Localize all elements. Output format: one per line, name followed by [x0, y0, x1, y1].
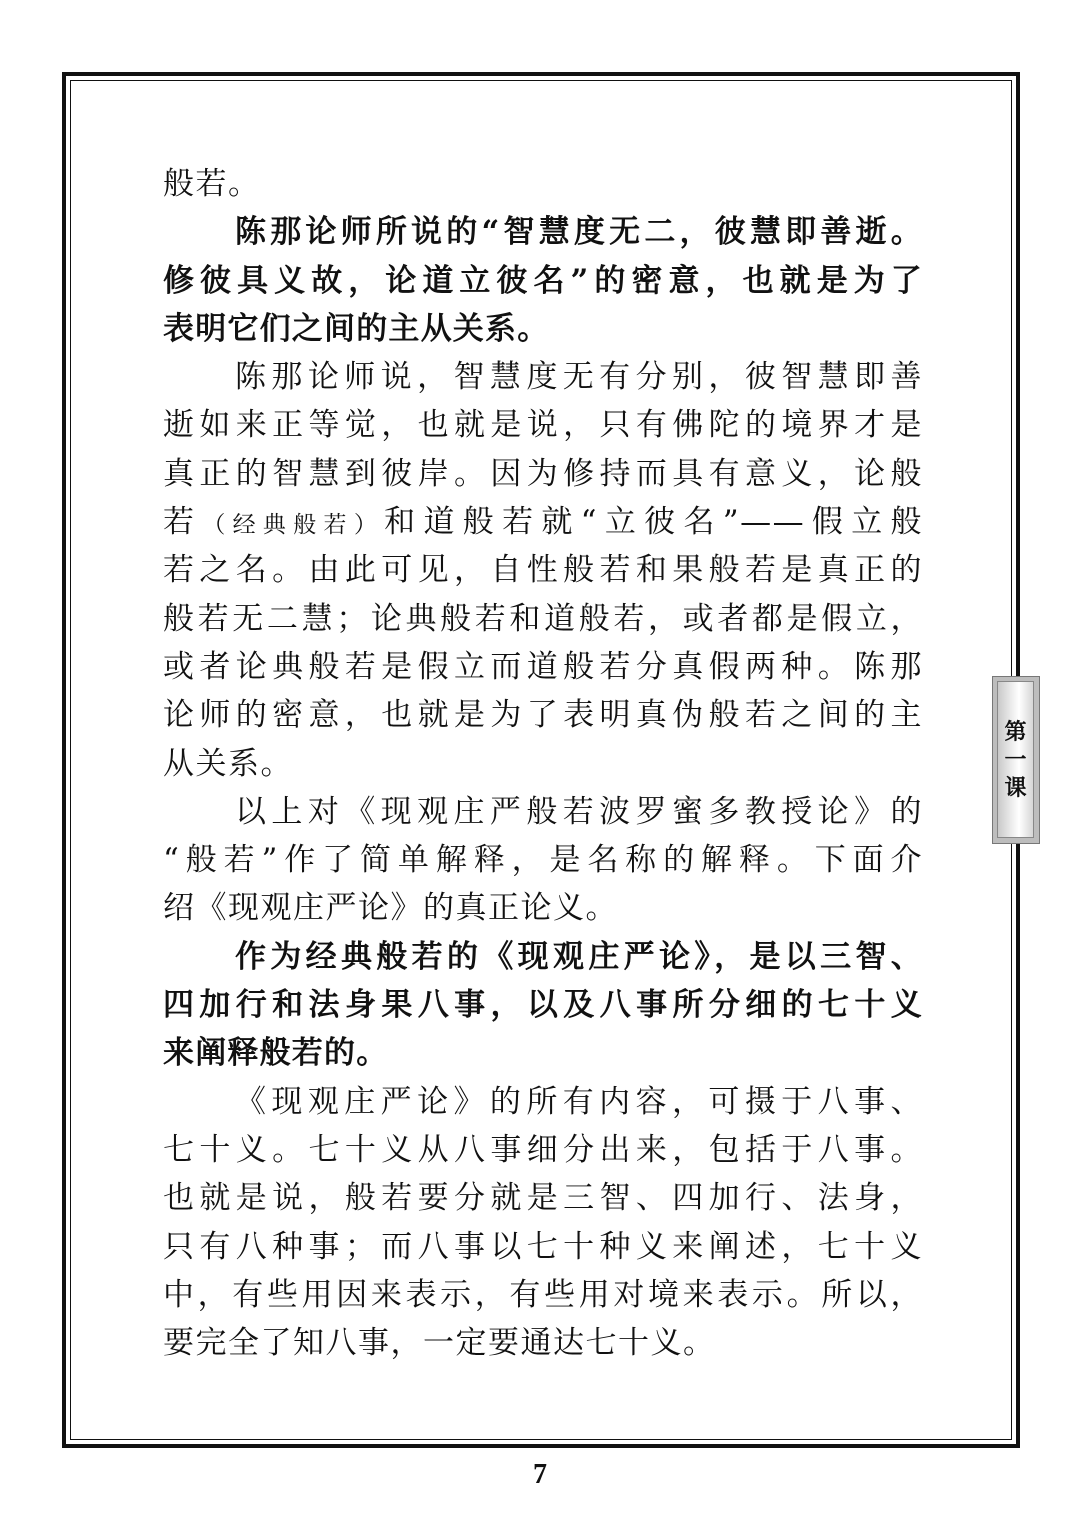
text-line	[163, 498, 923, 546]
text-line	[163, 401, 923, 449]
line-text: 四加行和法身果八事，以及八事所分细的七十义	[163, 987, 923, 1024]
text-line	[163, 305, 923, 353]
line-text: 要完全了知八事，一定要通达七十义。	[163, 1325, 716, 1362]
line-text: 《现观庄严论》的所有内容，可摄于八事、	[235, 1083, 923, 1120]
page-number: 7	[533, 1459, 547, 1490]
text-line	[163, 450, 923, 498]
line-text: 论师的密意，也就是为了表明真伪般若之间的主	[163, 697, 923, 734]
line-text: 若之名。由此可见，自性般若和果般若是真正的	[163, 552, 923, 589]
line-text: 以上对《现观庄严般若波罗蜜多教授论》的	[235, 793, 923, 830]
line-text: 七十义。七十义从八事细分出来，包括于八事。	[163, 1131, 923, 1168]
line-text: 修彼具义故，论道立彼名”的密意，也就是为了	[163, 262, 923, 299]
text-line	[163, 1319, 923, 1367]
line-text: 来阐释般若的。	[163, 1035, 389, 1072]
text-line	[163, 546, 923, 594]
text-line	[163, 884, 923, 932]
line-text: 般若。	[163, 166, 261, 202]
text-line	[163, 1029, 923, 1077]
line-text-continued: 和道般若就“立彼名”——假立般	[384, 504, 924, 541]
line-text: 逝如来正等觉，也就是说，只有佛陀的境界才是	[163, 407, 923, 444]
line-text: 或者论典般若是假立而道般若分真假两种。陈那	[163, 648, 923, 685]
line-text: 般若无二慧；论典般若和道般若，或者都是假立，	[163, 600, 923, 637]
text-line	[163, 788, 923, 836]
chapter-tab-char: 第	[1004, 718, 1027, 745]
text-line	[163, 208, 923, 256]
line-text: 也就是说，般若要分就是三智、四加行、法身，	[163, 1180, 923, 1217]
line-text: 只有八种事；而八事以七十种义来阐述，七十义	[163, 1228, 923, 1265]
text-line	[163, 836, 923, 884]
chapter-tab	[992, 676, 1040, 844]
text-line	[163, 160, 923, 208]
text-line	[163, 933, 923, 981]
chapter-tab-char: 课	[1004, 774, 1027, 801]
line-text-annotation: （经典般若）	[202, 512, 385, 539]
line-text: 绍《现观庄严论》的真正论义。	[163, 890, 618, 927]
text-line	[163, 1174, 923, 1222]
text-line	[163, 740, 923, 788]
line-text: 作为经典般若的《现观庄严论》，是以三智、	[235, 938, 923, 975]
text-line	[163, 1223, 923, 1271]
text-line	[163, 1078, 923, 1126]
text-line	[163, 353, 923, 401]
body-text	[163, 160, 923, 1367]
line-text: 从关系。	[163, 745, 293, 782]
line-text: 中，有些用因来表示，有些用对境来表示。所以，	[163, 1276, 923, 1313]
text-line	[163, 1271, 923, 1319]
text-line	[163, 1126, 923, 1174]
chapter-tab-label	[997, 681, 1034, 838]
text-line	[163, 643, 923, 691]
line-text: 真正的智慧到彼岸。因为修持而具有意义，论般	[163, 455, 923, 492]
chapter-tab-char: 一	[1004, 746, 1027, 773]
line-text: “般若”作了简单解释，是名称的解释。下面介	[163, 842, 923, 879]
text-line	[163, 691, 923, 739]
line-text: 若	[163, 504, 203, 541]
text-line	[163, 981, 923, 1029]
line-text: 陈那论师所说的“智慧度无二，彼慧即善逝。	[235, 214, 923, 251]
text-line	[163, 595, 923, 643]
line-text: 陈那论师说，智慧度无有分别，彼智慧即善	[235, 359, 923, 396]
text-line	[163, 257, 923, 305]
line-text: 表明它们之间的主从关系。	[163, 310, 550, 347]
